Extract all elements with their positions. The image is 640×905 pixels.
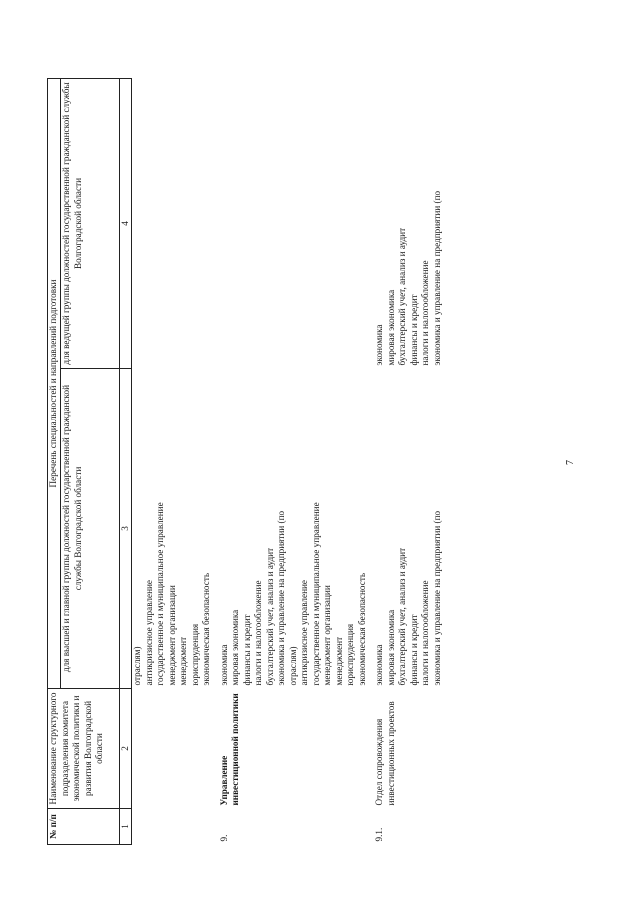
table-row-continuation [132, 79, 213, 845]
specialty-list [374, 372, 443, 686]
table-row-9-1 [374, 79, 443, 845]
row-number: 9.1. [374, 827, 384, 842]
row-leading-specialties [132, 79, 213, 369]
row-number [132, 809, 213, 845]
specialty-list [132, 372, 213, 686]
header-number: № п/п [48, 809, 120, 845]
specialty-item: менеджмент организации [322, 585, 332, 686]
specialty-item: экономическая безопасность [356, 572, 367, 686]
column-index: 4 [120, 79, 132, 369]
specialty-item: антикризисное управление [299, 580, 309, 686]
specialty-item: юриспруденция [345, 623, 355, 686]
specialty-item: бухгалтерский учет, анализ и аудит [397, 227, 407, 366]
specialty-item: экономика [374, 324, 384, 366]
row-senior-specialties [132, 369, 213, 689]
specialty-item: отраслям) [287, 646, 298, 686]
page-number: 7 [565, 460, 576, 465]
row-number: 9. [218, 834, 229, 842]
specialty-item: менеджмент [178, 636, 188, 686]
specialty-item: бухгалтерский учет, анализ и аудит [264, 547, 275, 686]
specialty-item: налоги и налогообложение [420, 580, 430, 686]
specialty-item: налоги и налогообложение [420, 260, 430, 366]
specialty-item: антикризисное управление [143, 580, 154, 686]
row-department: Управление инвестиционной политики [218, 693, 240, 806]
specialty-item: налоги и налогообложение [253, 580, 263, 686]
specialty-list [219, 372, 369, 686]
specialty-item: финансы и кредит [241, 614, 252, 686]
table-header-row-1 [48, 79, 61, 845]
specialty-item: экономическая безопасность [201, 572, 211, 686]
specialty-list [374, 82, 443, 366]
specialty-item: мировая экономика [385, 289, 396, 366]
row-department: Отдел сопровождения инвестиционных проектов [374, 701, 396, 806]
specialty-item: экономика и управление на предприятии (по [431, 190, 442, 366]
column-index: 1 [120, 809, 132, 845]
specialty-item: государственное и муниципальное управление [310, 502, 321, 686]
header-senior-group: для высшей и главной группы должностей государственной гражданской службы Волгоградской области [61, 369, 120, 689]
row-senior-specialties [374, 369, 443, 689]
specialty-item: бухгалтерский учет, анализ и аудит [397, 547, 407, 686]
table-row-9 [219, 79, 369, 845]
specialties-table [47, 78, 443, 845]
specialty-item: мировая экономика [385, 609, 396, 686]
specialty-item: финансы и кредит [408, 294, 419, 366]
header-leading-group: для ведущей группы должностей государственной гражданской службы Волгоградской области [61, 79, 120, 369]
header-specialties-group: Перечень специальностей и направлений подготовки [48, 79, 61, 689]
specialty-item: мировая экономика [230, 609, 240, 686]
column-index: 2 [120, 689, 132, 809]
specialty-item: финансы и кредит [408, 614, 419, 686]
row-leading-specialties [374, 79, 443, 369]
specialty-item: экономика [374, 644, 384, 686]
header-department-name: Наименование структурного подразделения комитета экономической политики и развития Волгоградской области [48, 689, 120, 809]
specialty-item: экономика [218, 644, 229, 686]
specialty-item: экономика и управление на предприятии (по [276, 510, 286, 686]
column-index: 3 [120, 369, 132, 689]
row-department [132, 689, 213, 809]
specialty-item: экономика и управление на предприятии (по [431, 510, 442, 686]
row-leading-specialties [219, 79, 369, 369]
specialty-item: юриспруденция [189, 623, 200, 686]
column-index-row [120, 79, 132, 845]
specialty-item: отраслям) [132, 646, 142, 686]
row-senior-specialties [219, 369, 369, 689]
specialty-item: менеджмент организации [166, 585, 177, 686]
specialty-item: менеджмент [333, 636, 344, 686]
specialty-item: государственное и муниципальное управление [155, 502, 165, 686]
